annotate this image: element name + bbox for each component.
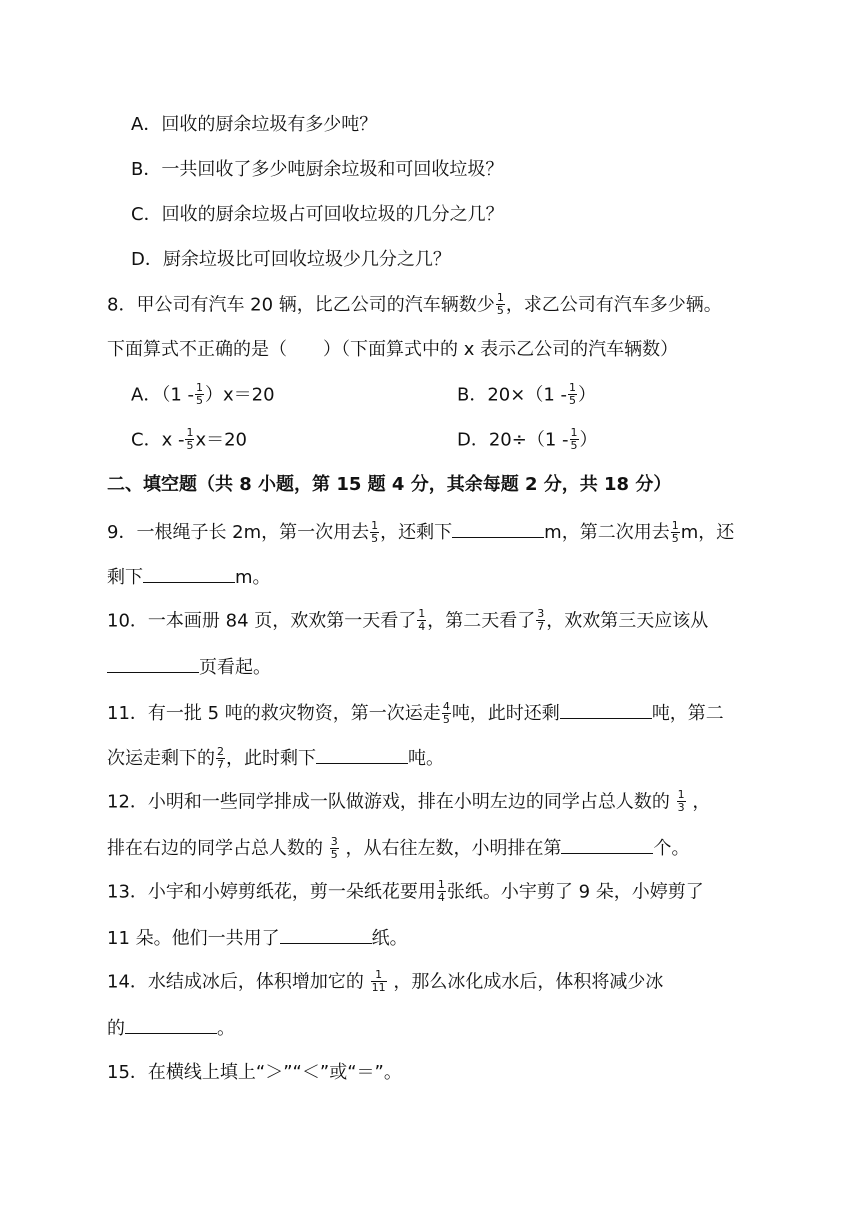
q8-text-b: ，求乙公司有汽车多少辆。 <box>505 294 722 316</box>
q7-option-c: C．回收的厨余垃圾占可回收垃圾的几分之几？ <box>131 204 504 225</box>
q11-line2: 次运走剩下的 $\frac{2}{7}$ ，此时剩下 吨。 <box>107 744 444 771</box>
answer-blank[interactable] <box>107 654 199 673</box>
answer-blank[interactable] <box>125 1015 217 1034</box>
q7-option-a: A．回收的厨余垃圾有多少吨？ <box>131 114 378 135</box>
q9-line1: 9．一根绳子长 2m，第一次用去 $\frac{1}{5}$ ，还剩下 m，第二次用去 $\frac{1}{5}$ m，还 <box>107 518 735 545</box>
q14-line1: 14．水结成冰后，体积增加它的 $\frac{1}{11}$ ，那么冰化成水后，体积将减少冰 <box>107 968 664 994</box>
q14-line2: 的 。 <box>107 1015 235 1041</box>
q8-stem-line2: 下面算式不正确的是（ ）（下面算式中的 x 表示乙公司的汽车辆数） <box>107 339 679 360</box>
fraction-one-quarter: $\frac{1}{4}$ <box>437 878 445 904</box>
section-heading: 二、填空题（共 8 小题，第 15 题 4 分，其余每题 2 分，共 18 分） <box>107 474 672 495</box>
q13-line1: 13．小宇和小婷剪纸花，剪一朵纸花要用 $\frac{1}{4}$ 张纸。小宇剪了 9 朵，小婷剪了 <box>107 878 704 904</box>
q13-line2: 11 朵。他们一共用了 纸。 <box>107 925 408 951</box>
answer-blank[interactable] <box>316 745 408 764</box>
answer-blank[interactable] <box>561 835 653 854</box>
answer-blank[interactable] <box>143 564 235 583</box>
q7-option-b: B．一共回收了多少吨厨余垃圾和可回收垃圾？ <box>131 159 504 180</box>
fraction-one-eleventh: $\frac{1}{11}$ <box>371 968 386 994</box>
q8-option-a: A．（1 - $\frac{1}{5}$ ）x＝20 <box>131 381 275 407</box>
fraction-one-fifth: $\frac{1}{5}$ <box>371 518 379 545</box>
fraction-one-third: $\frac{1}{3}$ <box>677 788 685 814</box>
q8-option-c: C．x - $\frac{1}{5}$ x＝20 <box>131 426 247 452</box>
q15-stem: 15．在横线上填上“＞”“＜”或“＝”。 <box>107 1062 402 1083</box>
fraction-three-sevenths: $\frac{3}{7}$ <box>537 607 545 633</box>
q8-text-a: 8．甲公司有汽车 20 辆，比乙公司的汽车辆数少 <box>107 294 495 316</box>
q8-option-d: D．20÷（1 - $\frac{1}{5}$ ） <box>457 426 598 452</box>
answer-blank[interactable] <box>452 519 544 538</box>
fraction-three-fifths: $\frac{3}{5}$ <box>330 834 338 861</box>
q12-line1: 12．小明和一些同学排成一队做游戏，排在小明左边的同学占总人数的 $\frac{1}{3}$ ， <box>107 788 711 814</box>
q7-option-d: D．厨余垃圾比可回收垃圾少几分之几？ <box>131 249 451 270</box>
q10-line1: 10．一本画册 84 页，欢欢第一天看了 $\frac{1}{4}$ ，第二天看了 $\frac{3}{7}$ ，欢欢第三天应该从 <box>107 607 709 633</box>
q8-option-b: B．20×（1 - $\frac{1}{5}$ ） <box>457 381 597 407</box>
fraction-one-quarter: $\frac{1}{4}$ <box>418 607 426 633</box>
q10-line2: 页看起。 <box>107 654 271 680</box>
fraction-four-fifths: $\frac{4}{5}$ <box>442 699 450 726</box>
answer-blank[interactable] <box>280 925 372 944</box>
fraction-one-fifth: $\frac{1}{5}$ <box>195 381 203 407</box>
fraction-one-fifth: $\frac{1}{5}$ <box>569 381 577 407</box>
answer-blank[interactable] <box>560 700 652 719</box>
fraction-one-fifth: $\frac{1}{5}$ <box>496 291 504 317</box>
fraction-two-sevenths: $\frac{2}{7}$ <box>217 744 224 771</box>
fraction-one-fifth: $\frac{1}{5}$ <box>570 426 578 452</box>
q9-line2: 剩下 m。 <box>107 564 271 590</box>
fraction-one-fifth: $\frac{1}{5}$ <box>186 426 194 452</box>
q8-stem-line1 <box>107 293 722 318</box>
q12-line2: 排在右边的同学占总人数的 $\frac{3}{5}$ ，从右往左数，小明排在第 个。 <box>107 834 690 861</box>
fraction-one-fifth: $\frac{1}{5}$ <box>671 518 679 545</box>
q11-line1: 11．有一批 5 吨的救灾物资，第一次运走 $\frac{4}{5}$ 吨，此时还剩 吨，第二 <box>107 699 724 726</box>
